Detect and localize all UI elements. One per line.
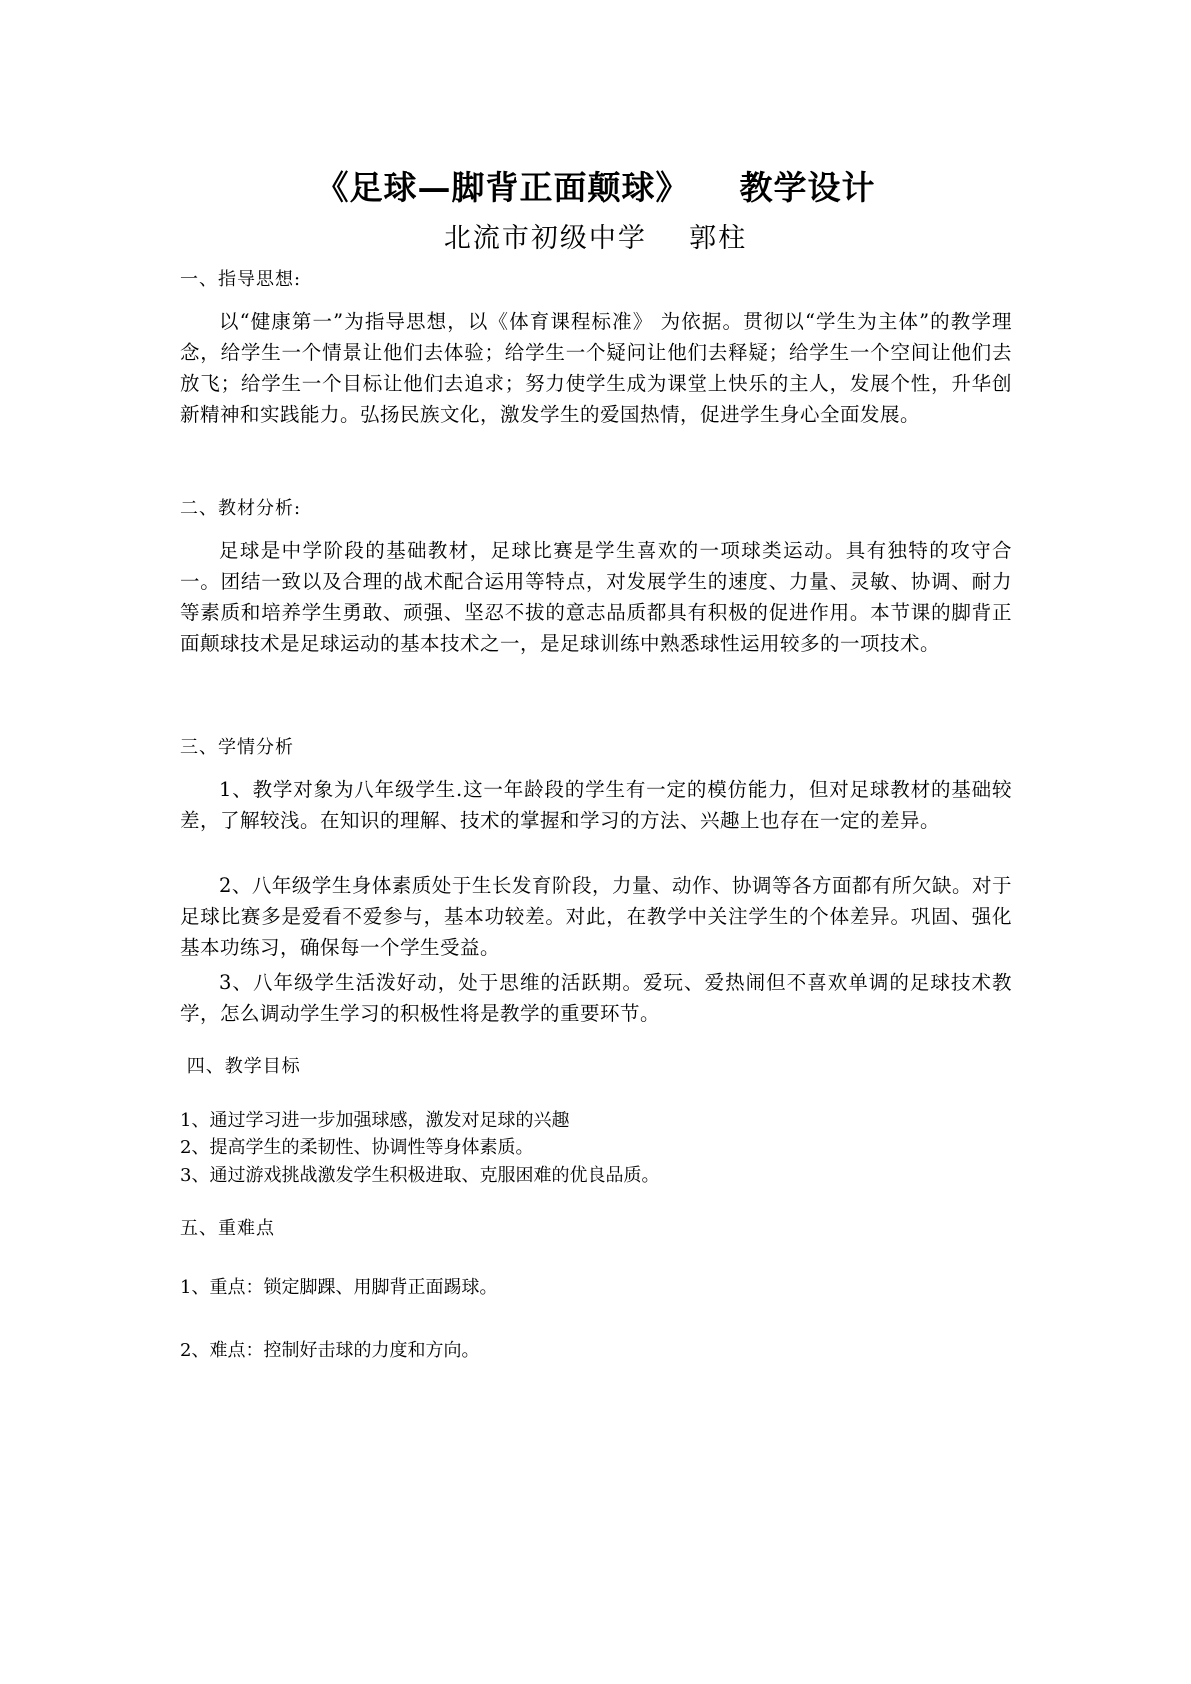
section-paragraph-material-analysis: 足球是中学阶段的基础教材，足球比赛是学生喜欢的一项球类运动。具有独特的攻守合一。团结一致以及合理的战术配合运用等特点，对发展学生的速度、力量、灵敏、协调、耐力等素质和培养学生勇敢、顽强、坚忍不拔的意志品质都具有积极的促进作用。本节课的脚背正面颠球技术是足球运动的基本技术之一，是足球训练中熟悉球性运用较多的一项技术。 (180, 539, 1012, 655)
difficult-point-item: 2、难点：控制好击球的力度和方向。 (180, 1340, 480, 1361)
document-subtitle: 北流市初级中学 郭柱 (443, 223, 748, 254)
section-heading-key-difficult-points: 五、重难点 (180, 1218, 275, 1239)
section-paragraph-guiding-ideology: 以“健康第一”为指导思想，以《体育课程标准》 为依据。贯彻以“学生为主体”的教学理念，给学生一个情景让他们去体验；给学生一个疑问让他们去释疑；给学生一个空间让他们去放飞；给学生一个目标让他们去追求；努力使学生成为课堂上快乐的主人，发展个性，升华创新精神和实践能力。弘扬民族文化，激发学生的爱国热情，促进学生身心全面发展。 (180, 310, 1012, 426)
student-analysis-paragraph-3: 3、八年级学生活泼好动，处于思维的活跃期。爱玩、爱热闹但不喜欢单调的足球技术教学，怎么调动学生学习的积极性将是教学的重要环节。 (180, 971, 1012, 1025)
teaching-goal-item-1: 1、通过学习进一步加强球感，激发对足球的兴趣 (180, 1110, 570, 1131)
section-heading-teaching-goals: 四、教学目标 (180, 1056, 301, 1077)
key-point-item: 1、重点：锁定脚踝、用脚背正面踢球。 (180, 1277, 498, 1298)
teaching-goal-item-2: 2、提高学生的柔韧性、协调性等身体素质。 (180, 1137, 534, 1158)
student-analysis-paragraph-1: 1、教学对象为八年级学生.这一年龄段的学生有一定的模仿能力，但对足球教材的基础较差，了解较浅。在知识的理解、技术的掌握和学习的方法、兴趣上也存在一定的差异。 (180, 778, 1012, 832)
section-heading-student-analysis: 三、学情分析 (180, 737, 294, 758)
student-analysis-paragraph-2: 2、八年级学生身体素质处于生长发育阶段，力量、动作、协调等各方面都有所欠缺。对于足球比赛多是爱看不爱参与，基本功较差。对此，在教学中关注学生的个体差异。巩固、强化基本功练习，确保每一个学生受益。 (180, 874, 1012, 959)
teaching-goal-item-3: 3、通过游戏挑战激发学生积极进取、克服困难的优良品质。 (180, 1165, 660, 1186)
section-heading-guiding-ideology: 一、指导思想: (180, 269, 302, 290)
document-title: 《足球—脚背正面颠球》 教学设计 (315, 168, 876, 207)
section-heading-material-analysis: 二、教材分析: (180, 498, 302, 519)
